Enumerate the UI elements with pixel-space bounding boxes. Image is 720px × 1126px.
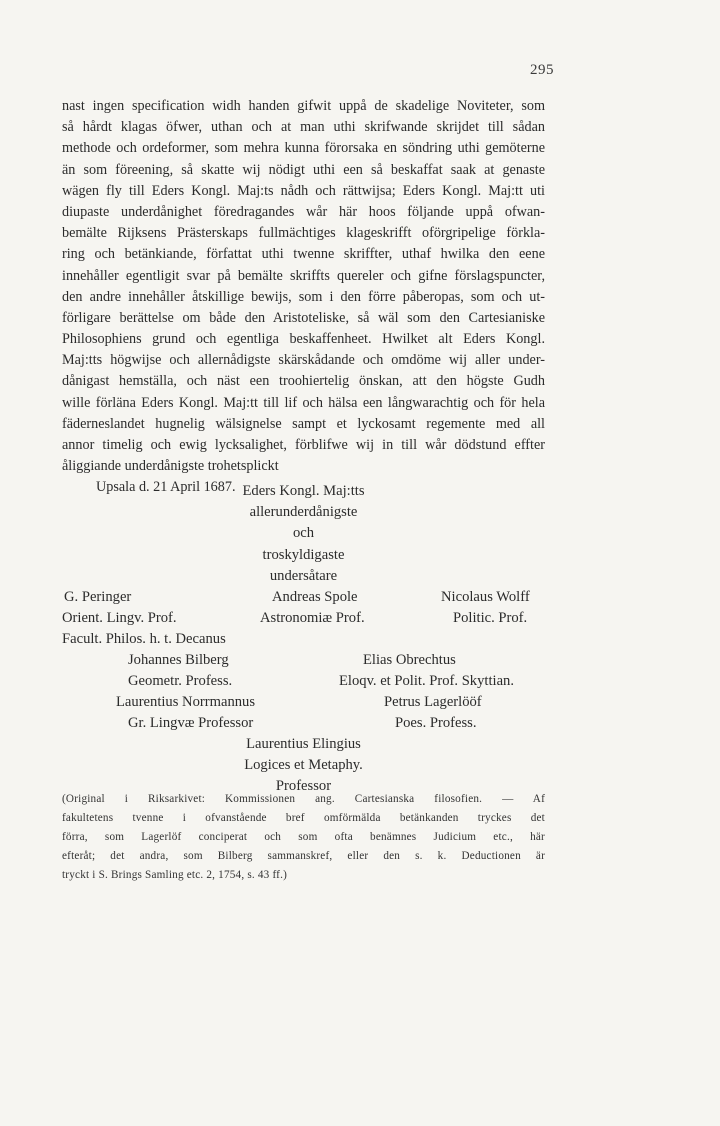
- body-line: dånigast hemställa, och näst een troohiertelig önskan, att den högste Gudh: [62, 373, 545, 390]
- signatory-title-lagerloof: Poes. Profess.: [395, 715, 477, 731]
- note-line: förra, som Lagerlöf conciperat och som ofta benämnes Judicium etc., här: [62, 831, 545, 843]
- body-line: fäderneslandet hugnelig wälsignelse sampt et lyckosamt regemente med all: [62, 415, 545, 432]
- dateline: Upsala d. 21 April 1687.: [96, 479, 236, 496]
- signatory-title-spole: Astronomiæ Prof.: [260, 610, 365, 626]
- signatory-name-spole: Andreas Spole: [272, 589, 358, 605]
- body-line: Philosophiens grund och egentliga beskaffenheet. Hwilket alt Eders Kongl.: [62, 331, 545, 348]
- signatory-name-peringer: G. Peringer: [64, 589, 132, 605]
- closing-line: Eders Kongl. Maj:tts: [242, 483, 365, 499]
- signatory-name-elingius: Laurentius Elingius: [246, 736, 361, 752]
- note-line: efteråt; det andra, som Bilberg sammanskref, eller den s. k. Deductionen är: [62, 850, 545, 862]
- signatory-title-peringer: Facult. Philos. h. t. Decanus: [62, 631, 226, 647]
- body-line: åliggiande underdånigste trohetsplickt: [62, 458, 279, 475]
- body-line: så hårdt klagas öfwer, uthan och at man uthi skrifwande skrijdet till sådan: [62, 119, 545, 136]
- body-line: methode och ordeformer, som mehra kunna förorsaka en söndring uthi gemöterne: [62, 140, 545, 157]
- body-line: bemälte Rijksens Prästerskaps fullmächtiges klageskrifft oförgripelige förkla-: [62, 225, 545, 242]
- note-line: fakultetens tvenne i ofvanstående bref omförmälda betänkanden tryckes det: [62, 812, 545, 824]
- signatory-name-lagerloof: Petrus Lagerlööf: [384, 694, 482, 710]
- signatory-name-obrechtus: Elias Obrechtus: [363, 652, 456, 668]
- signatory-name-norrmannus: Laurentius Norrmannus: [116, 694, 256, 710]
- editorial-note: [62, 790, 545, 885]
- signatory-title-elingius: Logices et Metaphy.: [244, 757, 363, 773]
- page-number: 295: [530, 62, 554, 78]
- closing-line: undersåtare: [269, 568, 338, 584]
- body-line: förligare berättelse om både den Aristoteliske, så wäl som den Cartesianiske: [62, 309, 545, 326]
- body-line: innehåller egentligit svar på bemälte skriffts quereler och gifne förslagspuncter,: [62, 267, 545, 284]
- signatory-title-norrmannus: Gr. Lingvæ Professor: [128, 715, 254, 731]
- note-line: tryckt i S. Brings Samling etc. 2, 1754, s. 43 ff.): [62, 869, 288, 881]
- signatory-name-wolff: Nicolaus Wolff: [441, 589, 530, 605]
- signature-block: [62, 481, 545, 794]
- body-line: diupaste underdånighet föredragandes wår här hoos följande uppå ofwan-: [62, 203, 545, 220]
- letter-body: [62, 96, 545, 499]
- note-line: (Original i Riksarkivet: Kommissionen ang. Cartesianska filosofien. — Af: [62, 793, 545, 805]
- signatory-title-wolff: Politic. Prof.: [453, 610, 528, 626]
- signatory-title-bilberg: Geometr. Profess.: [128, 673, 233, 689]
- body-line: den andre innehåller åtskillige bewijs, som i den förre påberopas, som och ut-: [62, 288, 545, 305]
- body-line: nast ingen specification widh handen gifwit uppå de skadelige Noviteter, som: [62, 98, 545, 114]
- body-line: Maj:tts högwijse och allernådigste skärskådande och omdöme wij aller under-: [62, 352, 545, 369]
- body-line: ring och betänkiande, författat uthi twenne skriffter, uthaf hwilka den eene: [62, 246, 545, 263]
- signatory-title-peringer: Orient. Lingv. Prof.: [62, 610, 177, 626]
- closing-line: troskyldigaste: [262, 547, 345, 563]
- signatory-name-bilberg: Johannes Bilberg: [128, 652, 229, 668]
- body-line: än som föreening, så skatte wij nödigt uthi een så beskaffat saak at genaste: [62, 161, 545, 178]
- body-line: wille förläna Eders Kongl. Maj:tt till lif och hälsa een långwarachtig och för hela: [62, 394, 545, 411]
- signatory-title-elingius: Professor: [275, 778, 332, 794]
- signatory-title-obrechtus: Eloqv. et Polit. Prof. Skyttian.: [339, 673, 514, 689]
- body-line: wägen fly till Eders Kongl. Maj:ts nådh och rättwijsa; Eders Kongl. Maj:tt uti: [62, 182, 545, 199]
- closing-line: och: [292, 525, 315, 541]
- body-line: annor timelig och ewig lycksalighet, förblifwe wij in till wår dödstund effter: [62, 437, 545, 453]
- closing-line: allerunderdånigste: [249, 504, 358, 520]
